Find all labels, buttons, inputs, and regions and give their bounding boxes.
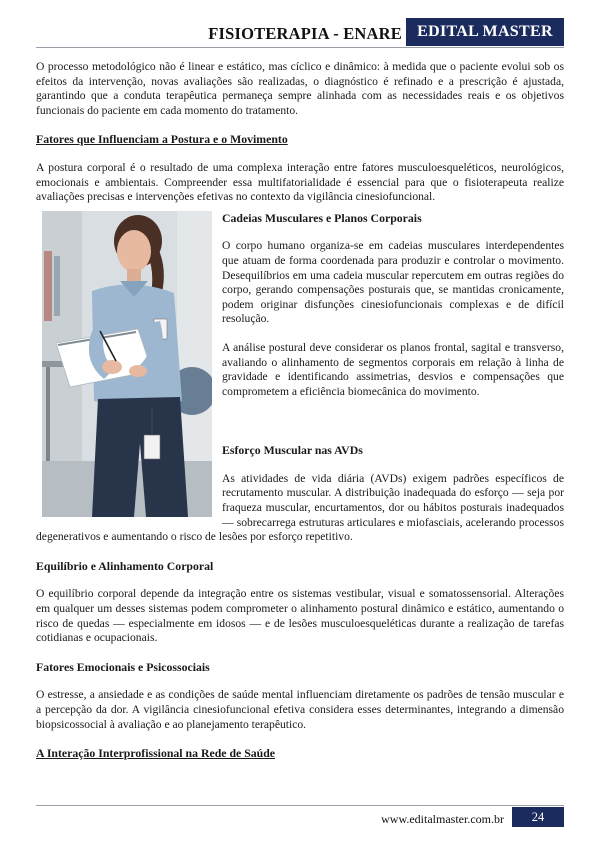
section-heading-interacao: A Interação Interprofissional na Rede de Saúde bbox=[36, 746, 276, 761]
section-paragraph-fatores: A postura corporal é o resultado de uma complexa interação entre fatores musculoesqueléticos, neurológicos, emocionais e ambientais. Compreender essa multifatorialidade é essencial para que o fisioterapeuta realize avaliações precisas e intervenções efetivas no contexto da vigilância cinesiofuncional. bbox=[36, 160, 564, 204]
section-heading-cadeias: Cadeias Musculares e Planos Corporais bbox=[222, 210, 422, 225]
header-divider bbox=[36, 47, 564, 48]
section-paragraph-emocionais: O estresse, a ansiedade e as condições de saúde mental influenciam diretamente os padrões de tensão muscular e a percepção da dor. A vigilância cinesiofuncional efetiva considera esses determinantes, integrando a dimensão biopsicossocial à avaliação e ao planejamento terapêutico. bbox=[36, 688, 564, 731]
section-heading-equilibrio: Equilíbrio e Alinhamento Corporal bbox=[36, 558, 214, 573]
physiotherapist-photo bbox=[42, 211, 212, 517]
intro-paragraph: O processo metodológico não é linear e estático, mas cíclico e dinâmico: à medida que o paciente evolui sob os efeitos da intervenção, novas avaliações são realizadas, o diagnóstico é refinado e a prescrição é ajustada, garantindo que a conduta terapêutica permaneça sempre alinhada com as necessidades reais e os objetivos funcionais do paciente em cada momento do tratamento. bbox=[36, 60, 564, 117]
section-paragraph-cadeias-2: A análise postural deve considerar os planos frontal, sagital e transverso, avaliando o alinhamento de segmentos corporais em relação à linha de gravidade e identificando assimetrias, desvios e compensações que comprometem a eficiência biomecânica do movimento. bbox=[222, 340, 564, 398]
page-content bbox=[36, 60, 564, 761]
page-header bbox=[36, 18, 564, 48]
section-paragraph-cadeias-1: O corpo humano organiza-se em cadeias musculares interdependentes que atuam de forma coordenada para produzir e controlar o movimento. Desequilíbrios em uma cadeia muscular repercutem em outras regiões do corpo, gerando compensações posturais que, se mantidas cronicamente, podem originar disfunções cinesiofuncionais complexas e de difícil resolução. bbox=[222, 239, 564, 326]
section-paragraph-equilibrio: O equilíbrio corporal depende da integração entre os sistemas vestibular, visual e somatossensorial. Alterações em qualquer um desses sistemas podem comprometer o alinhamento postural dinâmico e estático, aumentando o risco de quedas — especialmente em idosos — e de lesões musculoesqueléticas durante a realização de tarefas cotidianas e ocupacionais. bbox=[36, 587, 564, 645]
section-heading-esforco: Esforço Muscular nas AVDs bbox=[222, 443, 363, 458]
footer-website-link[interactable]: www.editalmaster.com.br bbox=[381, 812, 504, 826]
page-footer bbox=[36, 805, 564, 827]
section-heading-emocionais: Fatores Emocionais e Psicossociais bbox=[36, 659, 210, 674]
header-badge: EDITAL MASTER bbox=[406, 18, 564, 46]
photo-figure bbox=[42, 211, 212, 517]
page-number: 24 bbox=[512, 807, 564, 827]
header-title: FISIOTERAPIA - ENARE bbox=[208, 24, 402, 43]
section-paragraph-esforco: As atividades de vida diária (AVDs) exigem padrões específicos de recrutamento muscular. A distribuição inadequada do esforço — seja por fraqueza muscular, encurtamentos, dor ou hábitos posturais inadequados — sobrecarrega estruturas articulares e miofasciais, acelerando processos degenerativos e aumentando o risco de lesões por esforço repetitivo. bbox=[36, 471, 564, 544]
section-heading-fatores: Fatores que Influenciam a Postura e o Movimento bbox=[36, 132, 288, 147]
footer-divider bbox=[36, 805, 564, 806]
